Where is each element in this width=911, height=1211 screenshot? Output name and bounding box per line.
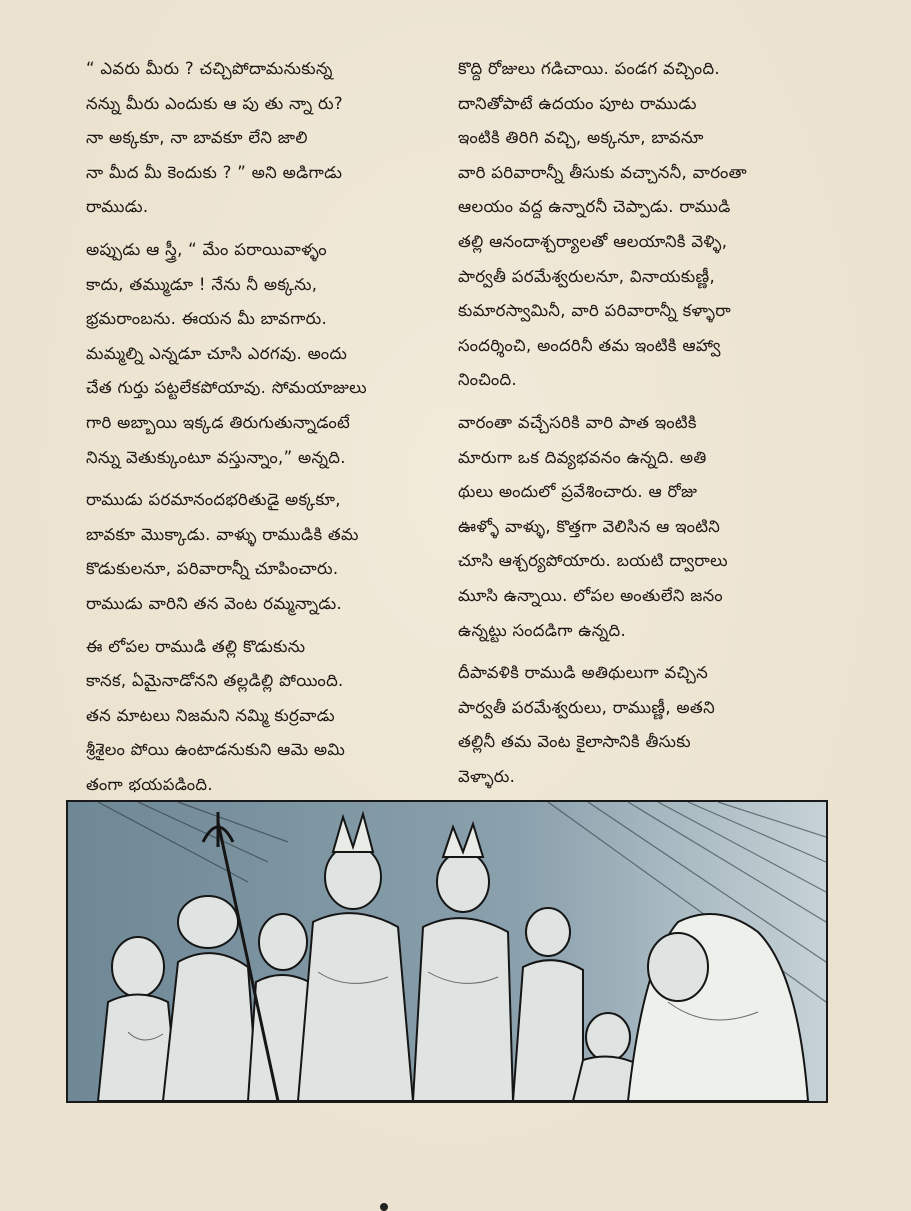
- paragraph: ఈ లోపల రాముడి తల్లి కొడుకును కానక, ఏమైనాడోనని తల్లడిల్లి పోయింది. తన మాటలు నిజమని నమ్మి కుర్రవాడు శ్రీశైలం పోయి ఉంటాడనుకుని ఆమె అమి తంగా భయపడింది.: [86, 636, 346, 794]
- paragraph: అప్పుడు ఆ స్త్రీ, “ మేం పరాయివాళ్ళం కాదు, తమ్ముడూ ! నేను నీ అక్కను, భ్రమరాంబను. ఈయన మీ బావగారు. మమ్మల్ని ఎన్నడూ చూసి ఎరగవు. అందు చేత గుర్తు పట్టలేకపోయావు. సోమయాజులు గారి అబ్బాయి ఇక్కడ తిరుగుతున్నాడంటే నిన్ను వెతుక్కుంటూ వస్తున్నాం,” అన్నది.: [86, 239, 367, 467]
- paragraph: రాముడు పరమానందభరితుడై అక్కకూ, బావకూ మొక్కాడు. వాళ్ళు రాముడికి తమ కొడుకులనూ, పరివారాన్నీ చూపించారు. రాముడు వారిని తన వెంట రమ్మన్నాడు.: [86, 490, 359, 613]
- paragraph: “ ఎవరు మీరు ? చచ్చిపోదామనుకున్న నన్ను మీరు ఎందుకు ఆ పు తు న్నా రు? నా అక్కకూ, నా బావకూ లేని జాలి నా మీద మీ కెందుకు ? ” అని అడిగాడు రాముడు.: [86, 59, 343, 217]
- text-column-right: [458, 52, 836, 802]
- story-illustration: [66, 800, 828, 1103]
- illustration-artwork: [68, 802, 826, 1101]
- paragraph: దీపావళికి రాముడి అతిథులుగా వచ్చిన పార్వతీ పరమేశ్వరులు, రాముణ్ణీ, అతని తల్లినీ తమ వెంట కైలాసానికి తీసుకు వెళ్ళారు.: [458, 663, 715, 786]
- paragraph: వారంతా వచ్చేసరికి వారి పాత ఇంటికి మారుగా ఒక దివ్యభవనం ఉన్నది. అతి థులు అందులో ప్రవేశించారు. ఆ రోజు ఊళ్ళో వాళ్ళు, కొత్తగా వెలిసిన ఆ ఇంటిని చూసి ఆశ్చర్యపోయారు. బయటి ద్వారాలు మూసి ఉన్నాయి. లోపల అంతులేని జనం ఉన్నట్టు సందడిగా ఉన్నది.: [458, 412, 728, 640]
- text-column-left: [86, 52, 436, 810]
- page-dot: [380, 1203, 388, 1211]
- paragraph: కొద్ది రోజులు గడిచాయి. పండగ వచ్చింది. దానితోపాటే ఉదయం పూట రాముడు ఇంటికి తిరిగి వచ్చి, అక్కనూ, బావనూ వారి పరివారాన్నీ తీసుకు వచ్చాననీ, వారంతా ఆలయం వద్ద ఉన్నారనీ చెప్పాడు. రాముడి తల్లి ఆనందాశ్చర్యాలతో ఆలయానికి వెళ్ళి, పార్వతీ పరమేశ్వరులనూ, వినాయకుణ్ణీ, కుమారస్వామినీ, వారి పరివారాన్నీ కళ్ళారా సందర్శించి, అందరినీ తమ ఇంటికి ఆహ్వా నించింది.: [458, 59, 747, 390]
